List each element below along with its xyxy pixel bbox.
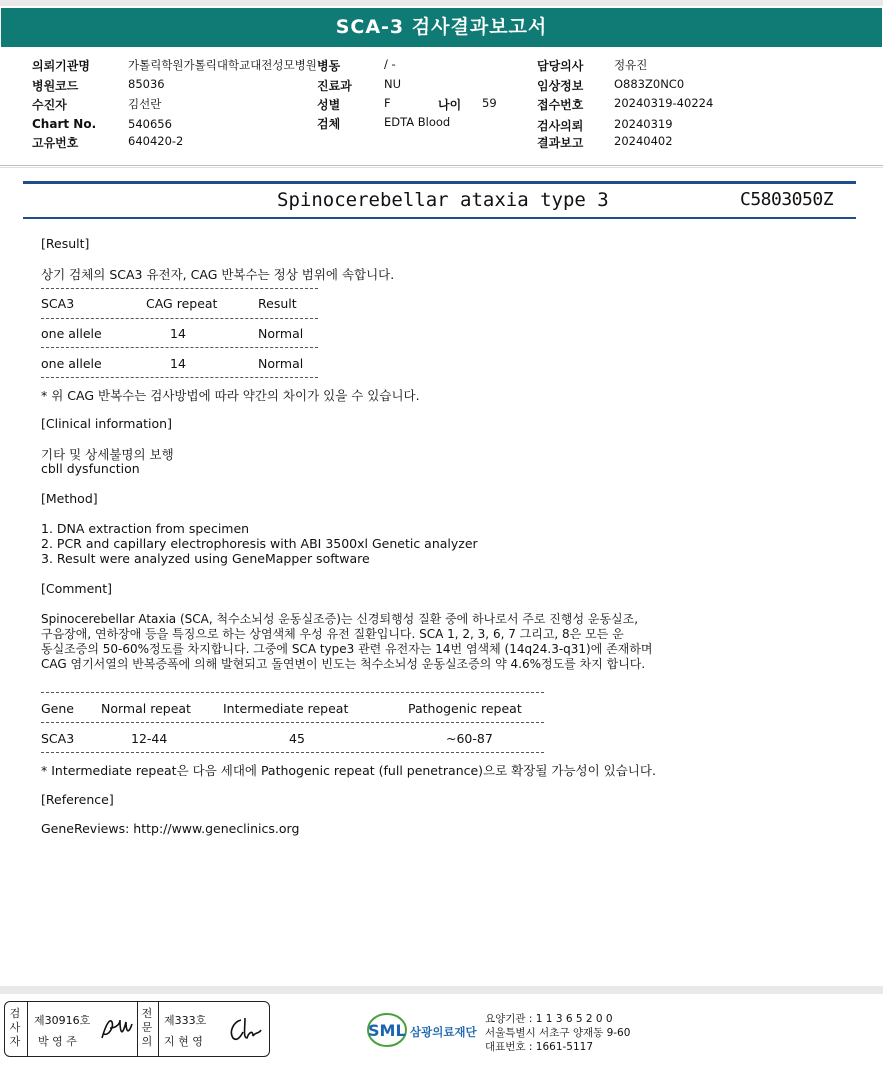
request-date-label: 검사의뢰 [537,119,584,133]
report-date-label: 결과보고 [537,136,584,150]
org-address: 서울특별시 서초구 양재동 9-60 [485,1027,631,1039]
specimen-label: 검체 [317,117,341,131]
footer-divider [0,986,883,994]
repeat-table-rule [41,692,544,693]
repeat-col-intermediate: Intermediate repeat [223,701,349,716]
repeat-row-normal: 12-44 [131,731,168,746]
sml-logo [366,1010,410,1054]
age-value: 59 [482,96,497,110]
specialist-signature [225,1014,265,1044]
reference-link[interactable]: GeneReviews: http://www.geneclinics.org [41,821,300,836]
repeat-row-intermediate: 45 [289,731,305,746]
institution-number: 요양기관 : 1 1 3 6 5 2 0 0 [485,1013,613,1025]
hospital-code-label: 병원코드 [32,79,79,93]
method-step: 2. PCR and capillary electrophoresis with ABI 3500xl Genetic analyzer [41,536,478,551]
signature-box [4,1001,270,1057]
repeat-row-pathogenic: ~60-87 [446,731,493,746]
result-heading: [Result] [41,236,90,251]
repeat-col-pathogenic: Pathogenic repeat [408,701,522,716]
clinical-line: 기타 및 상세불명의 보행 [41,447,174,462]
doctor-label: 담당의사 [537,59,584,73]
report-date-value: 20240402 [614,134,673,148]
accession-label: 접수번호 [537,98,584,112]
comment-line: CAG 염기서열의 반복증폭에 의해 발현되고 돌연변이 빈도는 척수소뇌성 운동실조증의 약 4.6%정도를 차지 합니다. [41,657,646,671]
result-summary: 상기 검체의 SCA3 유전자, CAG 반복수는 정상 범위에 속합니다. [41,267,395,282]
specialist-name: 지 현 영 [164,1035,203,1048]
method-heading: [Method] [41,491,98,506]
clinical-info-label: 임상정보 [537,79,584,93]
hospital-code-value: 85036 [128,77,165,91]
comment-heading: [Comment] [41,581,112,596]
doctor-value: 정유진 [614,58,648,72]
ward-value: / - [384,57,396,71]
clinical-heading: [Clinical information] [41,416,172,431]
clinical-line: cbll dysfunction [41,461,140,476]
clinical-info-value: O883Z0NC0 [614,77,685,91]
specimen-value: EDTA Blood [384,115,451,129]
request-date-value: 20240319 [614,117,673,131]
chart-no-value: 540656 [128,117,172,131]
comment-line: 동실조증의 50-60%정도를 차지합니다. 그중에 SCA type3 관련 유전자는 14번 염색체 (14q24.3-q31)에 존재하며 [41,642,653,656]
repeat-col-gene: Gene [41,701,74,716]
unique-id-value: 640420-2 [128,134,184,148]
specialist-label: 전문의 [141,1007,153,1048]
requesting-org-value: 가톨릭학원가톨릭대학교대전성모병원 [128,58,317,72]
age-label: 나이 [438,98,462,112]
specialist-license-no: 제333호 [164,1014,207,1027]
sex-label: 성별 [317,98,341,112]
examiner-license-no: 제30916호 [34,1014,91,1027]
requesting-org-label: 의뢰기관명 [32,59,90,73]
patient-value: 김선란 [128,97,162,111]
dept-value: NU [384,77,402,91]
org-phone: 대표번호 : 1661-5117 [485,1041,594,1053]
patient-info-panel [0,51,883,163]
patient-label: 수진자 [32,98,67,112]
top-strip [0,0,883,6]
report-title: SCA-3 검사결과보고서 [1,8,882,47]
test-title-rule-top [23,181,856,184]
result-col-result: Result [258,296,297,311]
accession-value: 20240319-40224 [614,96,714,110]
result-row-result: Normal [258,326,304,341]
test-title-rule-bottom [23,217,856,219]
repeat-col-normal: Normal repeat [101,701,191,716]
result-row-repeat: 14 [170,356,186,371]
org-name: 삼광의료재단 [410,1025,477,1039]
repeat-table-rule [41,752,544,753]
repeat-table-rule [41,722,544,723]
examiner-signature [98,1014,136,1044]
comment-line: 구음장애, 연하장애 등을 특징으로 하는 상염색체 우성 유전 질환입니다. SCA 1, 2, 3, 6, 7 그리고, 8은 모든 운 [41,627,624,641]
result-row-repeat: 14 [170,326,186,341]
result-row-allele: one allele [41,326,102,341]
examiner-name: 박 영 주 [38,1035,77,1048]
chart-no-label: Chart No. [32,117,97,131]
result-table-rule [41,288,318,289]
result-note: * 위 CAG 반복수는 검사방법에 따라 약간의 차이가 있을 수 있습니다. [41,388,420,403]
dept-label: 진료과 [317,79,352,93]
result-col-gene: SCA3 [41,296,75,311]
result-row-result: Normal [258,356,304,371]
test-name: Spinocerebellar ataxia type 3 [277,189,609,211]
repeat-row-gene: SCA3 [41,731,75,746]
test-code: C5803050Z [740,189,834,210]
reference-heading: [Reference] [41,792,114,807]
header-divider-shadow [0,167,883,168]
result-table-rule [41,377,318,378]
method-step: 3. Result were analyzed using GeneMapper software [41,551,370,566]
header-divider [0,165,883,166]
result-row-allele: one allele [41,356,102,371]
result-col-repeat: CAG repeat [146,296,218,311]
ward-label: 병동 [317,59,341,73]
sex-value: F [384,96,391,110]
examiner-label: 검사자 [9,1007,21,1048]
comment-note: * Intermediate repeat은 다음 세대에 Pathogenic repeat (full penetrance)으로 확장될 가능성이 있습니다. [41,763,656,778]
method-step: 1. DNA extraction from specimen [41,521,250,536]
result-table-rule [41,347,318,348]
comment-line: Spinocerebellar Ataxia (SCA, 척수소뇌성 운동실조증)는 신경퇴행성 질환 중에 하나로서 주로 진행성 운동실조, [41,612,639,626]
svg-text:SML: SML [368,1021,406,1040]
result-table-rule [41,318,318,319]
unique-id-label: 고유번호 [32,136,79,150]
